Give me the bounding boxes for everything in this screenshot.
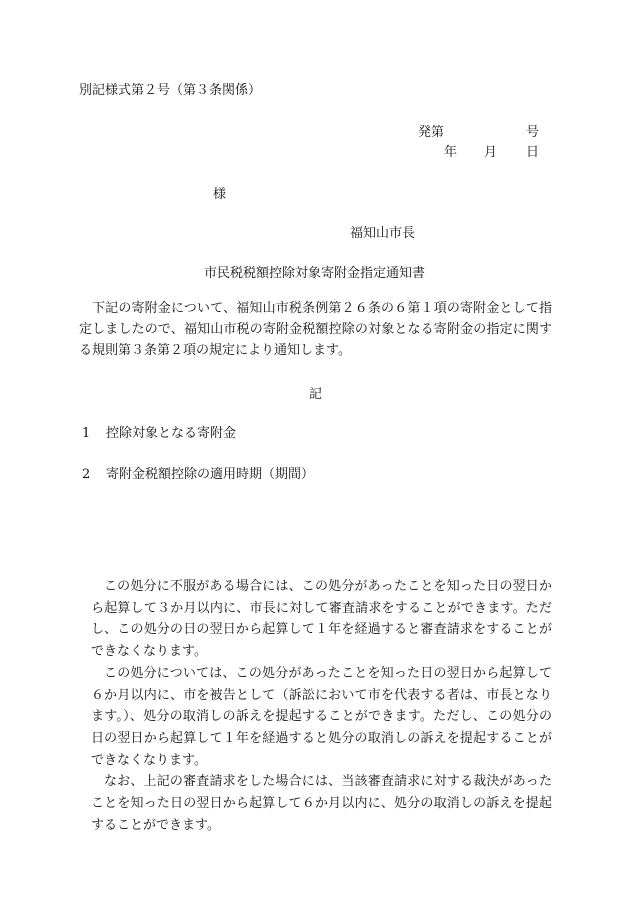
list-item-label: 寄附金税額控除の適用時期（期間） — [106, 467, 315, 482]
list-item — [82, 463, 314, 482]
notice-paragraph: この処分に不服がある場合には、この処分があったことを知った日の翌日から起算して３か月以内に、市長に対して審査請求をすることができます。ただし、この処分の日の翌日から起算して１年を経過すると審査請求をすることができなくなります。 — [91, 579, 552, 660]
notice-paragraph: この処分については、この処分があったことを知った日の翌日から起算して６か月以内に、市を被告として（訴訟において市を代表する者は、市長となります。）、処分の取消しの訴えを提起することができます。ただし、この処分の日の翌日から起算して１年を経過すると処分の取消しの訴えを提起することができなくなります。 — [91, 665, 552, 768]
date-year: 年 — [444, 145, 458, 160]
list-item — [82, 422, 236, 441]
issue-number-suffix: 号 — [526, 125, 540, 140]
list-item-label: 控除対象となる寄附金 — [106, 426, 237, 441]
notice-paragraph: なお、上記の審査請求をした場合には、当該審査請求に対する裁決があったことを知った日の翌日から起算して６か月以内に、処分の取消しの訴えを提起することができます。 — [91, 774, 552, 833]
issue-number-prefix: 発第 — [418, 125, 445, 140]
appeal-notice — [91, 576, 552, 836]
date-month: 月 — [484, 145, 498, 160]
recipient-suffix: 様 — [213, 187, 227, 202]
list-item-number: 2 — [82, 467, 91, 482]
form-label: 別記様式第２号（第３条関係） — [79, 83, 262, 98]
sender: 福知山市長 — [350, 226, 416, 241]
date-day: 日 — [526, 145, 540, 160]
list-item-number: 1 — [82, 426, 91, 441]
body-paragraph: 下記の寄附金について、福知山市税条例第２６条の６第１項の寄附金として指定しましたので、福知山市税の寄附金税額控除の対象となる寄附金の指定に関する規則第３条第２項の規定により通知します。 — [79, 301, 552, 358]
page-title: 市民税税額控除対象寄附金指定通知書 — [204, 266, 426, 281]
ki-heading: 記 — [309, 387, 323, 402]
